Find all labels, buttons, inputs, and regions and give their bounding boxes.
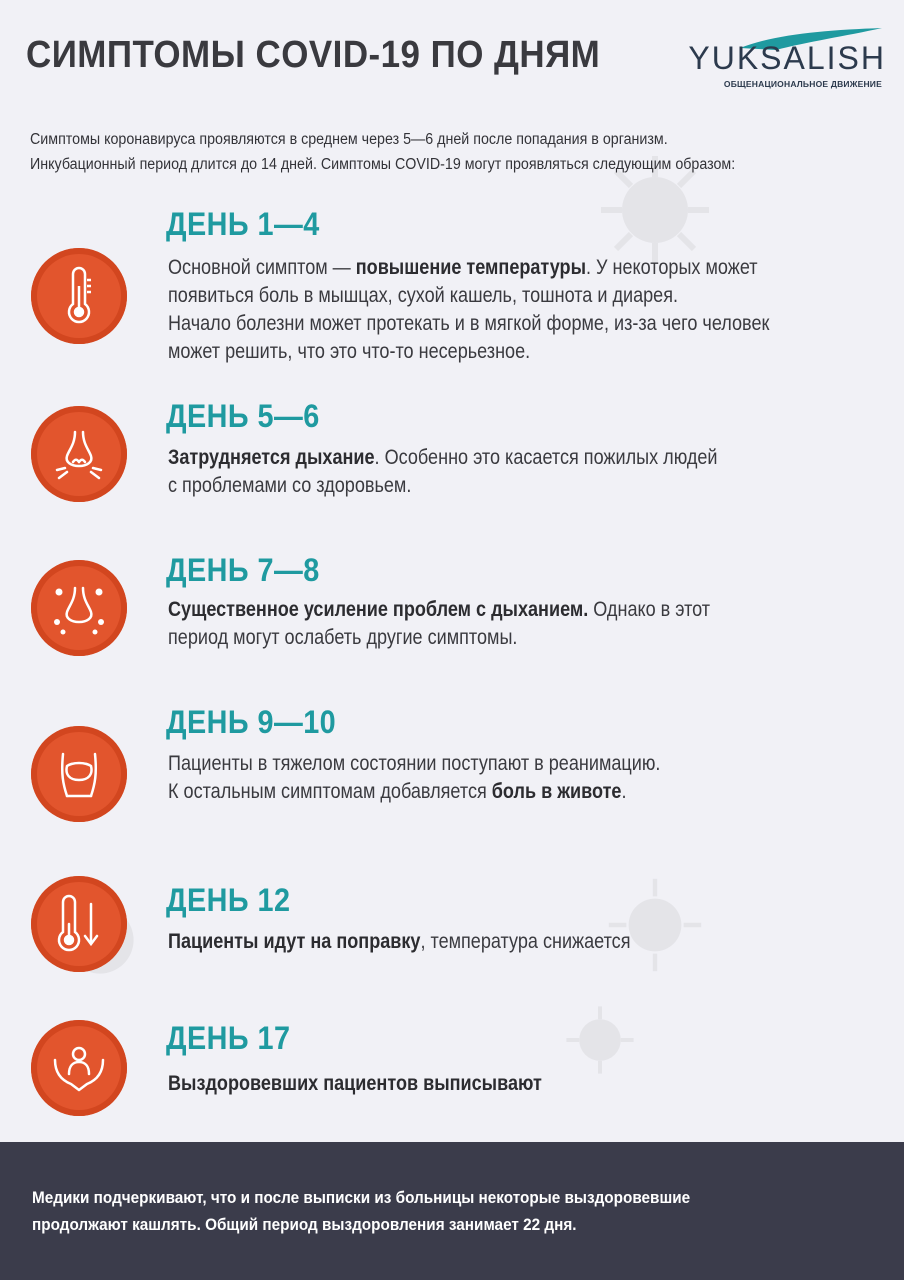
day-title: ДЕНЬ 12 <box>166 882 291 918</box>
day-title: ДЕНЬ 9—10 <box>166 704 337 740</box>
nose-virus-icon <box>49 578 109 638</box>
footer-banner <box>0 1142 904 1280</box>
day-description: Существенное усиление проблем с дыханием. Однако в этот период могут ослабеть другие симптомы. <box>168 598 711 649</box>
footer-line: продолжают кашлять. Общий период выздоровления занимает 22 дня. <box>32 1215 577 1234</box>
thermometer-icon <box>57 266 101 326</box>
footer-note <box>32 1184 892 1238</box>
background-virus-decoration <box>600 870 710 980</box>
day-description: Пациенты идут на поправку, температура снижается <box>168 930 631 953</box>
intro-line: Инкубационный период длится до 14 дней. Симптомы COVID-19 могут проявляться следующим образом: <box>30 156 736 173</box>
day-description: Основной симптом — повышение температуры. У некоторых может появиться боль в мышцах, сухой кашель, тошнота и диарея. Начало болезни может протекать и в мягкой форме, из-за чего человек может решить, что это что-то несерьезное. <box>168 256 770 363</box>
page-title: СИМПТОМЫ COVID-19 ПО ДНЯМ <box>26 34 601 76</box>
background-virus-decoration <box>560 1000 640 1080</box>
day-icon-circle <box>31 406 127 502</box>
day-icon-circle <box>31 560 127 656</box>
day-title: ДЕНЬ 1—4 <box>166 206 320 242</box>
header <box>26 34 886 104</box>
intro-line: Симптомы коронавируса проявляются в среднем через 5—6 дней после попадания в организм. <box>30 131 668 148</box>
nose-breathing-icon <box>49 424 109 484</box>
day-description: Пациенты в тяжелом состоянии поступают в реанимацию. К остальным симптомам добавляется боль в животе. <box>168 752 661 803</box>
brand-logo <box>666 24 886 94</box>
day-title: ДЕНЬ 7—8 <box>166 552 320 588</box>
logo-subtitle: ОБЩЕНАЦИОНАЛЬНОЕ ДВИЖЕНИЕ <box>723 79 882 89</box>
day-description: Затрудняется дыхание. Особенно это касается пожилых людей с проблемами со здоровьем. <box>168 446 718 497</box>
day-icon-circle <box>31 726 127 822</box>
day-icon-circle <box>31 876 127 972</box>
day-title: ДЕНЬ 5—6 <box>166 398 320 434</box>
day-icon-circle <box>31 248 127 344</box>
care-hands-icon <box>49 1038 109 1098</box>
day-title: ДЕНЬ 17 <box>166 1020 291 1056</box>
logo-wordmark: YUKSALISH <box>688 40 886 76</box>
footer-line: Медики подчеркивают, что и после выписки из больницы некоторые выздоровевшие <box>32 1188 691 1207</box>
day-description: Выздоровевших пациентов выписывают <box>168 1072 542 1095</box>
day-icon-circle <box>31 1020 127 1116</box>
intro-text <box>30 127 890 177</box>
stomach-pain-icon <box>49 744 109 804</box>
thermometer-down-icon <box>51 894 107 954</box>
